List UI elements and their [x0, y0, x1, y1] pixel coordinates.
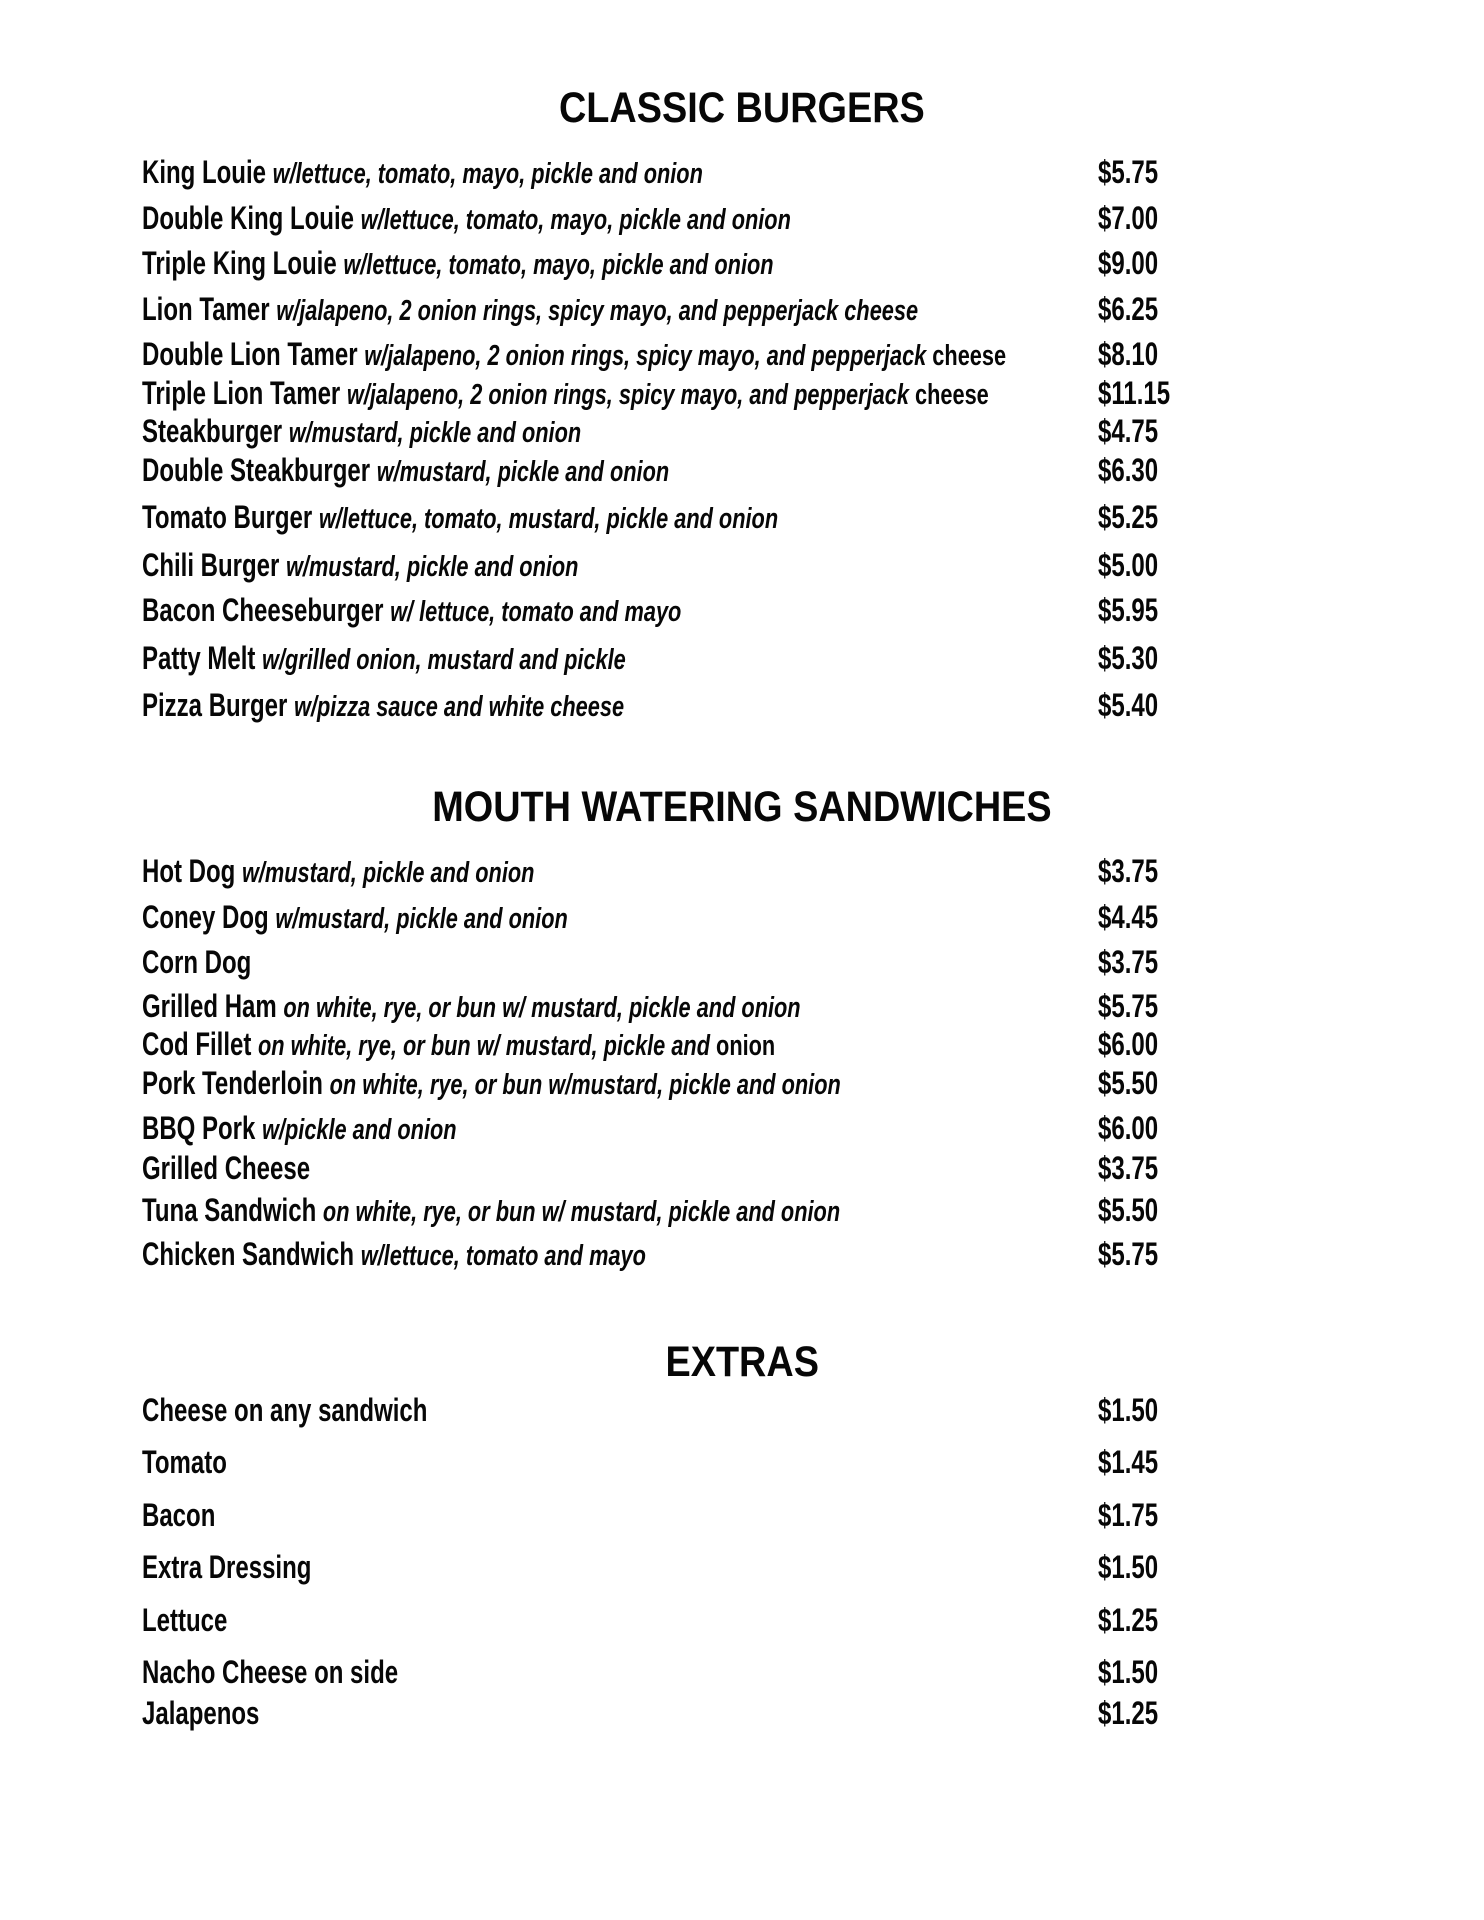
item-description: w/lettuce, tomato, mayo, pickle and onion: [343, 249, 774, 281]
item-description: w/lettuce, tomato, mustard, pickle and onion: [318, 503, 779, 536]
item-name: Double Steakburger: [142, 451, 371, 488]
item-text: [142, 376, 989, 412]
item-price: [1098, 1111, 1178, 1145]
section-title-text: EXTRAS: [665, 1337, 819, 1386]
item-price: [1098, 500, 1178, 534]
item-price: [1098, 1445, 1178, 1479]
item-description: w/mustard, pickle and onion: [376, 455, 670, 488]
item-text: [142, 155, 703, 191]
item-name: King Louie: [142, 154, 266, 190]
item-price: [1098, 376, 1194, 410]
item-name: Chicken Sandwich: [142, 1235, 355, 1272]
item-price: [1098, 688, 1178, 722]
menu-item-row: [0, 900, 1484, 936]
item-price-text: $5.25: [1098, 499, 1159, 536]
section-items: [0, 1393, 1484, 1730]
item-price-text: $5.75: [1098, 987, 1159, 1024]
item-price-text: $5.00: [1098, 546, 1159, 583]
item-name: Tomato Burger: [142, 499, 313, 536]
item-text: [142, 945, 251, 979]
item-price-text: $8.10: [1098, 336, 1159, 372]
menu-item-row: [0, 1066, 1484, 1102]
item-price-text: $9.00: [1098, 245, 1159, 281]
item-text: [142, 548, 578, 584]
item-price-text: $5.95: [1098, 592, 1159, 629]
item-price-text: $3.75: [1098, 944, 1159, 981]
menu-item-row: [0, 688, 1484, 724]
menu-item-row: [0, 945, 1484, 979]
item-price: [1098, 1066, 1178, 1100]
item-price: [1098, 1193, 1178, 1227]
item-text: [142, 246, 774, 282]
item-price-text: $5.50: [1098, 1192, 1159, 1229]
item-description: w/lettuce, tomato, mayo, pickle and onion: [272, 158, 703, 190]
item-price: [1098, 414, 1178, 448]
item-description: w/jalapeno, 2 onion rings, spicy mayo, and pepperjack: [364, 340, 927, 372]
item-text: [142, 1066, 841, 1102]
item-price-text: $5.75: [1098, 1235, 1159, 1272]
item-text: [142, 414, 581, 450]
menu-item-row: [0, 1237, 1484, 1273]
item-name: Corn Dog: [142, 944, 252, 981]
item-price-text: $5.40: [1098, 687, 1159, 724]
item-description: w/mustard, pickle and onion: [288, 417, 582, 450]
item-text: [142, 1151, 310, 1185]
item-text: [142, 854, 534, 890]
item-description: w/jalapeno, 2 onion rings, spicy mayo, and pepperjack: [346, 378, 909, 411]
item-description: w/pizza sauce and white cheese: [294, 691, 625, 724]
item-description: w/grilled onion, mustard and pickle: [262, 643, 626, 676]
section-title-text: CLASSIC BURGERS: [559, 84, 925, 132]
menu-item-row: [0, 593, 1484, 629]
item-text: [142, 1193, 840, 1229]
item-price-text: $3.75: [1098, 853, 1159, 890]
item-description-plain: cheese: [908, 378, 989, 411]
item-text: [142, 1393, 427, 1427]
menu-item-row: [0, 500, 1484, 536]
section-title-text: MOUTH WATERING SANDWICHES: [432, 783, 1052, 832]
item-text: [142, 1237, 646, 1273]
item-price-text: $11.15: [1098, 374, 1171, 411]
menu-item-row: [0, 201, 1484, 237]
item-price: [1098, 854, 1178, 888]
item-name: Nacho Cheese on side: [142, 1654, 399, 1691]
menu-item-row: [0, 1655, 1484, 1689]
item-price-text: $1.75: [1098, 1496, 1159, 1533]
section-title: [0, 85, 1484, 131]
item-name: Cod Fillet: [142, 1026, 252, 1063]
item-text: [142, 201, 791, 237]
item-description: w/mustard, pickle and onion: [286, 550, 579, 583]
item-text: [142, 292, 918, 328]
item-price: [1098, 453, 1178, 487]
menu-item-row: [0, 453, 1484, 489]
item-price: [1098, 1027, 1178, 1061]
item-price: [1098, 1151, 1178, 1185]
item-price: [1098, 337, 1178, 371]
item-text: [142, 593, 681, 629]
item-text: [142, 688, 624, 724]
item-price: [1098, 292, 1178, 326]
item-price-text: $6.00: [1098, 1110, 1159, 1147]
item-price: [1098, 246, 1178, 280]
item-description: w/mustard, pickle and onion: [241, 857, 535, 890]
menu-item-row: [0, 155, 1484, 191]
menu-item-row: [0, 1603, 1484, 1637]
item-name: Grilled Cheese: [142, 1150, 311, 1187]
item-price: [1098, 1696, 1178, 1730]
item-name: Tomato: [142, 1444, 227, 1481]
item-text: [142, 989, 801, 1025]
menu-item-row: [0, 1393, 1484, 1427]
item-price-text: $6.30: [1098, 451, 1159, 488]
item-name: Double Lion Tamer: [142, 336, 358, 372]
item-price: [1098, 1237, 1178, 1271]
item-name: Jalapenos: [142, 1694, 260, 1731]
item-price: [1098, 1498, 1178, 1532]
item-text: [142, 1027, 775, 1063]
item-description: w/lettuce, tomato, mayo, pickle and onion: [360, 203, 791, 236]
item-price: [1098, 1603, 1178, 1637]
item-text: [142, 1696, 259, 1730]
section-mouth-watering-sandwiches: [0, 784, 1484, 1272]
item-name: Triple King Louie: [142, 245, 337, 281]
menu-item-row: [0, 414, 1484, 450]
item-description: on white, rye, or bun w/ mustard, pickle and: [257, 1030, 710, 1063]
item-name: Bacon Cheeseburger: [142, 592, 384, 629]
item-text: [142, 1550, 311, 1584]
item-name: Extra Dressing: [142, 1549, 312, 1586]
menu-item-row: [0, 854, 1484, 890]
section-items: [0, 854, 1484, 1272]
item-description-plain: onion: [709, 1030, 776, 1063]
item-name: Cheese on any sandwich: [142, 1391, 428, 1428]
item-name: BBQ Pork: [142, 1110, 256, 1147]
item-price: [1098, 900, 1178, 934]
item-price-text: $1.25: [1098, 1601, 1159, 1638]
item-name: Patty Melt: [142, 639, 256, 676]
menu-item-row: [0, 1151, 1484, 1185]
section-extras: [0, 1339, 1484, 1730]
menu-item-row: [0, 246, 1484, 282]
item-name: Coney Dog: [142, 898, 269, 935]
item-name: Lettuce: [142, 1601, 228, 1638]
item-price-text: $5.50: [1098, 1064, 1159, 1101]
item-price: [1098, 548, 1178, 582]
item-description: on white, rye, or bun w/ mustard, pickle and onion: [283, 991, 801, 1024]
menu-item-row: [0, 376, 1484, 412]
item-name: Hot Dog: [142, 853, 236, 890]
item-description: on white, rye, or bun w/mustard, pickle and onion: [329, 1068, 841, 1101]
item-name: Chili Burger: [142, 546, 280, 583]
menu-item-row: [0, 337, 1484, 373]
item-text: [142, 1445, 227, 1479]
menu-item-row: [0, 292, 1484, 328]
item-name: Pork Tenderloin: [142, 1064, 323, 1101]
item-text: [142, 641, 626, 677]
item-price-text: $6.25: [1098, 290, 1159, 327]
item-price-text: $1.50: [1098, 1549, 1159, 1586]
item-price: [1098, 593, 1178, 627]
item-name: Double King Louie: [142, 199, 354, 236]
item-text: [142, 453, 669, 489]
item-text: [142, 1498, 215, 1532]
menu-item-row: [0, 1498, 1484, 1532]
item-name: Tuna Sandwich: [142, 1192, 317, 1229]
item-text: [142, 900, 568, 936]
section-title: [0, 784, 1484, 830]
item-price-text: $6.00: [1098, 1026, 1159, 1063]
item-price-text: $5.75: [1098, 154, 1159, 190]
item-price-text: $3.75: [1098, 1150, 1159, 1187]
item-name: Grilled Ham: [142, 987, 277, 1024]
item-price: [1098, 201, 1178, 235]
item-text: [142, 1111, 457, 1147]
item-price-text: $1.50: [1098, 1654, 1159, 1691]
item-name: Steakburger: [142, 413, 283, 450]
item-text: [142, 337, 1006, 373]
item-name: Pizza Burger: [142, 687, 288, 724]
menu-item-row: [0, 548, 1484, 584]
menu-item-row: [0, 1696, 1484, 1730]
item-description: w/mustard, pickle and onion: [275, 902, 568, 935]
section-title: [0, 1339, 1484, 1385]
menu-item-row: [0, 1111, 1484, 1147]
item-price: [1098, 1655, 1178, 1689]
item-price-text: $4.45: [1098, 898, 1159, 935]
item-price: [1098, 155, 1178, 189]
item-name: Triple Lion Tamer: [142, 374, 341, 411]
menu-item-row: [0, 1193, 1484, 1229]
item-price-text: $1.25: [1098, 1694, 1159, 1731]
item-name: Lion Tamer: [142, 290, 270, 327]
item-price: [1098, 945, 1178, 979]
section-items: [0, 155, 1484, 724]
item-description: w/ lettuce, tomato and mayo: [390, 596, 682, 629]
menu-item-row: [0, 1550, 1484, 1584]
item-price-text: $1.45: [1098, 1444, 1159, 1481]
item-description: w/pickle and onion: [262, 1114, 457, 1147]
item-description-plain: cheese: [926, 340, 1007, 372]
item-description: on white, rye, or bun w/ mustard, pickle and onion: [322, 1196, 841, 1229]
item-description: w/jalapeno, 2 onion rings, spicy mayo, and pepperjack cheese: [276, 294, 919, 327]
item-description: w/lettuce, tomato and mayo: [360, 1239, 646, 1272]
item-name: Bacon: [142, 1496, 216, 1533]
menu-item-row: [0, 989, 1484, 1025]
item-price: [1098, 641, 1178, 675]
item-price: [1098, 1550, 1178, 1584]
section-classic-burgers: [0, 85, 1484, 724]
item-price-text: $7.00: [1098, 199, 1159, 236]
menu-item-row: [0, 1027, 1484, 1063]
item-text: [142, 1655, 398, 1689]
item-price-text: $5.30: [1098, 639, 1159, 676]
item-price: [1098, 989, 1178, 1023]
menu-item-row: [0, 641, 1484, 677]
menu-item-row: [0, 1445, 1484, 1479]
item-text: [142, 1603, 227, 1637]
item-price: [1098, 1393, 1178, 1427]
item-price-text: $4.75: [1098, 413, 1159, 450]
item-text: [142, 500, 778, 536]
item-price-text: $1.50: [1098, 1391, 1159, 1428]
